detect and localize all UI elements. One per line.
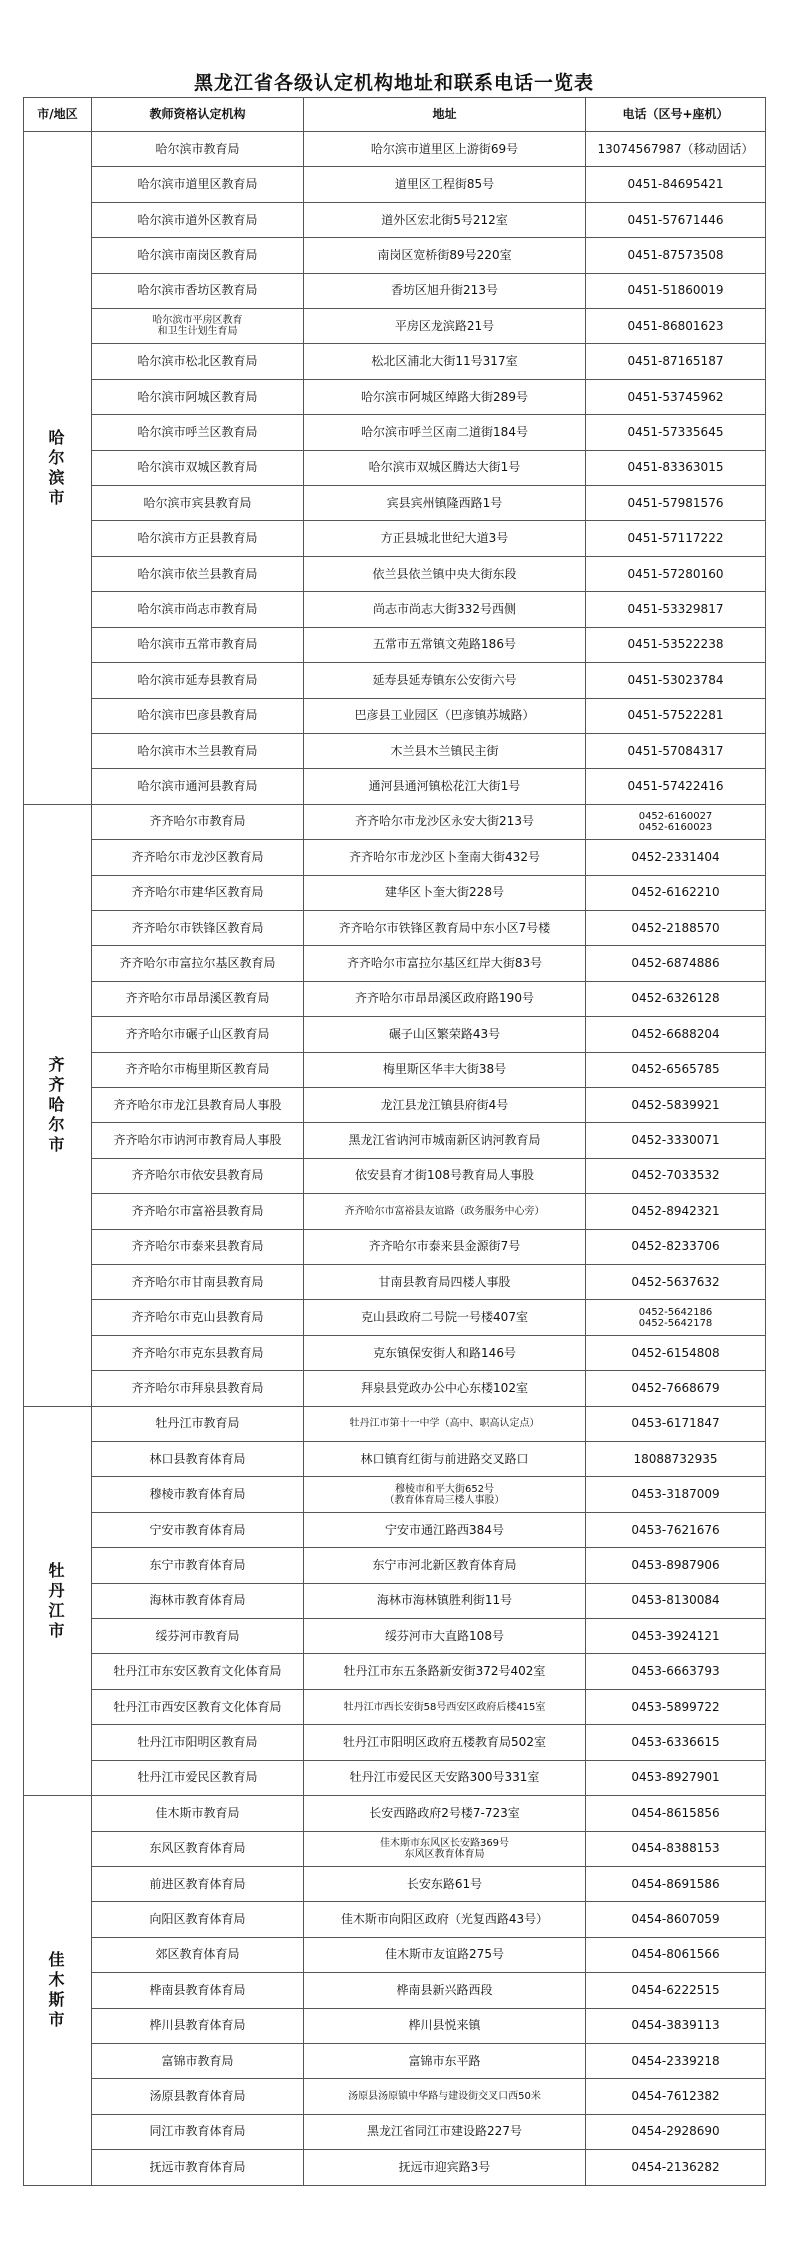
address-cell: 哈尔滨市道里区上游街69号	[304, 132, 586, 167]
table-row	[24, 1017, 766, 1052]
institution-cell: 哈尔滨市尚志市教育局	[92, 592, 304, 627]
phone-cell: 0451-57422416	[586, 769, 766, 804]
address-cell: 克东镇保安街人和路146号	[304, 1335, 586, 1370]
address-cell: 南岗区宽桥街89号220室	[304, 238, 586, 273]
institution-cell: 哈尔滨市木兰县教育局	[92, 733, 304, 768]
institution-cell: 齐齐哈尔市铁锋区教育局	[92, 910, 304, 945]
city-label: 牡丹江市	[48, 1560, 67, 1640]
phone-cell: 0453-8927901	[586, 1760, 766, 1795]
institution-cell: 哈尔滨市延寿县教育局	[92, 663, 304, 698]
table-row	[24, 238, 766, 273]
table-row	[24, 910, 766, 945]
table-row	[24, 1265, 766, 1300]
address-cell: 依兰县依兰镇中央大街东段	[304, 556, 586, 591]
table-row	[24, 450, 766, 485]
table-row	[24, 167, 766, 202]
institution-cell: 齐齐哈尔市拜泉县教育局	[92, 1371, 304, 1406]
phone-cell: 0453-5899722	[586, 1689, 766, 1724]
institution-cell: 齐齐哈尔市碾子山区教育局	[92, 1017, 304, 1052]
table-row	[24, 946, 766, 981]
table-row	[24, 804, 766, 839]
institution-cell: 齐齐哈尔市讷河市教育局人事股	[92, 1123, 304, 1158]
institution-cell: 富锦市教育局	[92, 2043, 304, 2078]
institution-cell: 同江市教育体育局	[92, 2114, 304, 2149]
address-cell: 平房区龙滨路21号	[304, 309, 586, 344]
table-row	[24, 1689, 766, 1724]
address-cell: 佳木斯市东风区长安路369号 东风区教育体育局	[304, 1831, 586, 1866]
table-row	[24, 1087, 766, 1122]
table-row	[24, 1158, 766, 1193]
phone-cell: 18088732935	[586, 1442, 766, 1477]
table-row	[24, 2008, 766, 2043]
institution-cell: 哈尔滨市通河县教育局	[92, 769, 304, 804]
phone-cell: 0452-2188570	[586, 910, 766, 945]
address-cell: 齐齐哈尔市龙沙区卜奎南大街432号	[304, 840, 586, 875]
table-row	[24, 1973, 766, 2008]
table-row	[24, 2114, 766, 2149]
table-row	[24, 556, 766, 591]
address-cell: 汤原县汤原镇中华路与建设街交叉口西50米	[304, 2079, 586, 2114]
phone-cell: 0454-7612382	[586, 2079, 766, 2114]
city-cell	[24, 804, 92, 1406]
table-row	[24, 1512, 766, 1547]
phone-cell: 0451-53023784	[586, 663, 766, 698]
address-cell: 建华区卜奎大街228号	[304, 875, 586, 910]
table-row	[24, 1406, 766, 1441]
address-cell: 通河县通河镇松花江大街1号	[304, 769, 586, 804]
table-row	[24, 1937, 766, 1972]
address-cell: 海林市海林镇胜利街11号	[304, 1583, 586, 1618]
phone-cell: 0453-7621676	[586, 1512, 766, 1547]
institution-cell: 齐齐哈尔市教育局	[92, 804, 304, 839]
address-cell: 黑龙江省讷河市城南新区讷河教育局	[304, 1123, 586, 1158]
institution-cell: 牡丹江市东安区教育文化体育局	[92, 1654, 304, 1689]
institution-cell: 齐齐哈尔市依安县教育局	[92, 1158, 304, 1193]
table-row	[24, 1371, 766, 1406]
table-row	[24, 1760, 766, 1795]
address-cell: 甘南县教育局四楼人事股	[304, 1265, 586, 1300]
phone-cell: 0453-8130084	[586, 1583, 766, 1618]
address-cell: 长安东路61号	[304, 1866, 586, 1901]
phone-cell: 0453-6336615	[586, 1725, 766, 1760]
phone-cell: 0452-6160027 0452-6160023	[586, 804, 766, 839]
address-cell: 五常市五常镇文苑路186号	[304, 627, 586, 662]
phone-cell: 0451-57335645	[586, 415, 766, 450]
address-cell: 齐齐哈尔市泰来县金源街7号	[304, 1229, 586, 1264]
institution-cell: 齐齐哈尔市泰来县教育局	[92, 1229, 304, 1264]
address-cell: 依安县育才街108号教育局人事股	[304, 1158, 586, 1193]
address-cell: 牡丹江市阳明区政府五楼教育局502室	[304, 1725, 586, 1760]
city-label: 齐齐哈尔市	[48, 1055, 67, 1155]
phone-cell: 0453-3187009	[586, 1477, 766, 1512]
institution-cell: 齐齐哈尔市克山县教育局	[92, 1300, 304, 1335]
table-row	[24, 521, 766, 556]
phone-cell: 0452-7668679	[586, 1371, 766, 1406]
table-row	[24, 132, 766, 167]
city-label: 佳木斯市	[48, 1950, 67, 2030]
institution-cell: 哈尔滨市五常市教育局	[92, 627, 304, 662]
phone-cell: 0453-8987906	[586, 1548, 766, 1583]
table-row	[24, 344, 766, 379]
phone-cell: 0454-2136282	[586, 2150, 766, 2185]
institution-cell: 牡丹江市阳明区教育局	[92, 1725, 304, 1760]
address-cell: 富锦市东平路	[304, 2043, 586, 2078]
phone-cell: 0454-8607059	[586, 1902, 766, 1937]
table-row	[24, 273, 766, 308]
address-cell: 齐齐哈尔市龙沙区永安大街213号	[304, 804, 586, 839]
address-cell: 牡丹江市爱民区天安路300号331室	[304, 1760, 586, 1795]
table-row	[24, 1477, 766, 1512]
phone-cell: 0452-3330071	[586, 1123, 766, 1158]
table-row	[24, 981, 766, 1016]
address-cell: 齐齐哈尔市昂昂溪区政府路190号	[304, 981, 586, 1016]
address-cell: 克山县政府二号院一号楼407室	[304, 1300, 586, 1335]
phone-cell: 0454-8691586	[586, 1866, 766, 1901]
phone-cell: 0451-57280160	[586, 556, 766, 591]
phone-cell: 0452-6326128	[586, 981, 766, 1016]
address-cell: 林口镇育红街与前进路交叉路口	[304, 1442, 586, 1477]
address-cell: 道外区宏北街5号212室	[304, 202, 586, 237]
city-label: 哈尔滨市	[48, 427, 67, 507]
phone-cell: 0452-6565785	[586, 1052, 766, 1087]
institution-cell: 抚远市教育体育局	[92, 2150, 304, 2185]
institution-cell: 齐齐哈尔市富裕县教育局	[92, 1194, 304, 1229]
institution-cell: 桦南县教育体育局	[92, 1973, 304, 2008]
address-cell: 松北区浦北大街11号317室	[304, 344, 586, 379]
phone-cell: 0453-6171847	[586, 1406, 766, 1441]
table-row	[24, 1725, 766, 1760]
table-row	[24, 1583, 766, 1618]
table-row	[24, 1866, 766, 1901]
table-row	[24, 486, 766, 521]
institution-cell: 哈尔滨市巴彦县教育局	[92, 698, 304, 733]
address-cell: 尚志市尚志大街332号西侧	[304, 592, 586, 627]
phone-cell: 0451-84695421	[586, 167, 766, 202]
institution-cell: 牡丹江市教育局	[92, 1406, 304, 1441]
address-cell: 佳木斯市向阳区政府（光复西路43号）	[304, 1902, 586, 1937]
address-cell: 齐齐哈尔市富裕县友谊路（政务服务中心旁）	[304, 1194, 586, 1229]
institution-table	[23, 97, 766, 2186]
institution-cell: 向阳区教育体育局	[92, 1902, 304, 1937]
phone-cell: 0452-6162210	[586, 875, 766, 910]
phone-cell: 0451-87573508	[586, 238, 766, 273]
phone-cell: 0451-57522281	[586, 698, 766, 733]
address-cell: 东宁市河北新区教育体育局	[304, 1548, 586, 1583]
address-cell: 抚远市迎宾路3号	[304, 2150, 586, 2185]
phone-cell: 0451-57671446	[586, 202, 766, 237]
phone-cell: 0453-3924121	[586, 1619, 766, 1654]
institution-cell: 齐齐哈尔市建华区教育局	[92, 875, 304, 910]
institution-cell: 哈尔滨市双城区教育局	[92, 450, 304, 485]
address-cell: 牡丹江市第十一中学（高中、职高认定点）	[304, 1406, 586, 1441]
phone-cell: 0454-8615856	[586, 1796, 766, 1831]
institution-cell: 哈尔滨市教育局	[92, 132, 304, 167]
table-row	[24, 875, 766, 910]
phone-cell: 0452-8942321	[586, 1194, 766, 1229]
address-cell: 哈尔滨市阿城区绰路大街289号	[304, 379, 586, 414]
table-row	[24, 1300, 766, 1335]
phone-cell: 0451-53745962	[586, 379, 766, 414]
address-cell: 桦川县悦来镇	[304, 2008, 586, 2043]
phone-cell: 0454-3839113	[586, 2008, 766, 2043]
institution-cell: 齐齐哈尔市甘南县教育局	[92, 1265, 304, 1300]
table-row	[24, 1123, 766, 1158]
table-row	[24, 733, 766, 768]
table-row	[24, 202, 766, 237]
address-cell: 牡丹江市东五条路新安街372号402室	[304, 1654, 586, 1689]
institution-cell: 齐齐哈尔市昂昂溪区教育局	[92, 981, 304, 1016]
institution-cell: 齐齐哈尔市克东县教育局	[92, 1335, 304, 1370]
phone-cell: 0452-5637632	[586, 1265, 766, 1300]
phone-cell: 0451-86801623	[586, 309, 766, 344]
phone-cell: 0454-6222515	[586, 1973, 766, 2008]
phone-cell: 0454-8061566	[586, 1937, 766, 1972]
table-row	[24, 592, 766, 627]
institution-cell: 牡丹江市爱民区教育局	[92, 1760, 304, 1795]
institution-cell: 桦川县教育体育局	[92, 2008, 304, 2043]
table-row	[24, 1902, 766, 1937]
address-cell: 黑龙江省同江市建设路227号	[304, 2114, 586, 2149]
table-row	[24, 1796, 766, 1831]
phone-cell: 13074567987（移动固话）	[586, 132, 766, 167]
table-row	[24, 379, 766, 414]
address-cell: 巴彦县工业园区（巴彦镇苏城路）	[304, 698, 586, 733]
institution-cell: 哈尔滨市依兰县教育局	[92, 556, 304, 591]
table-row	[24, 769, 766, 804]
table-row	[24, 2043, 766, 2078]
institution-cell: 东宁市教育体育局	[92, 1548, 304, 1583]
phone-cell: 0451-51860019	[586, 273, 766, 308]
table-row	[24, 1548, 766, 1583]
address-cell: 佳木斯市友谊路275号	[304, 1937, 586, 1972]
institution-cell: 齐齐哈尔市梅里斯区教育局	[92, 1052, 304, 1087]
institution-cell: 前进区教育体育局	[92, 1866, 304, 1901]
table-row	[24, 2079, 766, 2114]
table-row	[24, 1335, 766, 1370]
phone-cell: 0451-57084317	[586, 733, 766, 768]
table-row	[24, 1229, 766, 1264]
phone-cell: 0451-57117222	[586, 521, 766, 556]
phone-cell: 0451-57981576	[586, 486, 766, 521]
institution-cell: 绥芬河市教育局	[92, 1619, 304, 1654]
phone-cell: 0453-6663793	[586, 1654, 766, 1689]
table-body	[24, 132, 766, 2186]
institution-cell: 哈尔滨市香坊区教育局	[92, 273, 304, 308]
phone-cell: 0452-5839921	[586, 1087, 766, 1122]
institution-cell: 牡丹江市西安区教育文化体育局	[92, 1689, 304, 1724]
institution-cell: 宁安市教育体育局	[92, 1512, 304, 1547]
table-row	[24, 1654, 766, 1689]
address-cell: 哈尔滨市双城区腾达大街1号	[304, 450, 586, 485]
institution-cell: 齐齐哈尔市龙江县教育局人事股	[92, 1087, 304, 1122]
phone-cell: 0452-6154808	[586, 1335, 766, 1370]
table-row	[24, 309, 766, 344]
address-cell: 宁安市通江路西384号	[304, 1512, 586, 1547]
address-cell: 宾县宾州镇隆西路1号	[304, 486, 586, 521]
phone-cell: 0451-53522238	[586, 627, 766, 662]
address-cell: 梅里斯区华丰大街38号	[304, 1052, 586, 1087]
address-cell: 绥芬河市大直路108号	[304, 1619, 586, 1654]
table-row	[24, 1619, 766, 1654]
institution-cell: 海林市教育体育局	[92, 1583, 304, 1618]
institution-cell: 汤原县教育体育局	[92, 2079, 304, 2114]
institution-cell: 齐齐哈尔市龙沙区教育局	[92, 840, 304, 875]
address-cell: 碾子山区繁荣路43号	[304, 1017, 586, 1052]
phone-cell: 0452-6688204	[586, 1017, 766, 1052]
institution-cell: 哈尔滨市呼兰区教育局	[92, 415, 304, 450]
table-row	[24, 627, 766, 662]
institution-cell: 佳木斯市教育局	[92, 1796, 304, 1831]
phone-cell: 0454-2928690	[586, 2114, 766, 2149]
table-row	[24, 663, 766, 698]
address-cell: 延寿县延寿镇东公安街六号	[304, 663, 586, 698]
institution-cell: 哈尔滨市松北区教育局	[92, 344, 304, 379]
table-header-row	[24, 98, 766, 132]
institution-cell: 哈尔滨市宾县教育局	[92, 486, 304, 521]
institution-cell: 哈尔滨市南岗区教育局	[92, 238, 304, 273]
phone-cell: 0452-2331404	[586, 840, 766, 875]
table-row	[24, 1052, 766, 1087]
table-row	[24, 698, 766, 733]
header-institution: 教师资格认定机构	[92, 98, 304, 132]
city-cell	[24, 1796, 92, 2185]
phone-cell: 0452-8233706	[586, 1229, 766, 1264]
address-cell: 哈尔滨市呼兰区南二道街184号	[304, 415, 586, 450]
table-row	[24, 2150, 766, 2185]
phone-cell: 0451-83363015	[586, 450, 766, 485]
document-title: 黑龙江省各级认定机构地址和联系电话一览表	[193, 72, 594, 94]
address-cell: 牡丹江市西长安街58号西安区政府后楼415室	[304, 1689, 586, 1724]
header-address: 地址	[304, 98, 586, 132]
address-cell: 方正县城北世纪大道3号	[304, 521, 586, 556]
institution-cell: 齐齐哈尔市富拉尔基区教育局	[92, 946, 304, 981]
institution-cell: 穆棱市教育体育局	[92, 1477, 304, 1512]
header-phone: 电话（区号+座机）	[586, 98, 766, 132]
address-cell: 长安西路政府2号楼7-723室	[304, 1796, 586, 1831]
address-cell: 龙江县龙江镇县府街4号	[304, 1087, 586, 1122]
address-cell: 道里区工程街85号	[304, 167, 586, 202]
address-cell: 桦南县新兴路西段	[304, 1973, 586, 2008]
phone-cell: 0451-53329817	[586, 592, 766, 627]
phone-cell: 0454-8388153	[586, 1831, 766, 1866]
table-row	[24, 1194, 766, 1229]
address-cell: 香坊区旭升街213号	[304, 273, 586, 308]
address-cell: 木兰县木兰镇民主街	[304, 733, 586, 768]
institution-cell: 哈尔滨市方正县教育局	[92, 521, 304, 556]
phone-cell: 0452-6874886	[586, 946, 766, 981]
institution-cell: 郊区教育体育局	[92, 1937, 304, 1972]
institution-cell: 哈尔滨市道里区教育局	[92, 167, 304, 202]
address-cell: 齐齐哈尔市铁锋区教育局中东小区7号楼	[304, 910, 586, 945]
table-row	[24, 1831, 766, 1866]
address-cell: 穆棱市和平大街652号 （教育体育局三楼人事股）	[304, 1477, 586, 1512]
institution-cell: 哈尔滨市道外区教育局	[92, 202, 304, 237]
header-city: 市/地区	[24, 98, 92, 132]
institution-cell: 林口县教育体育局	[92, 1442, 304, 1477]
institution-cell: 哈尔滨市平房区教育 和卫生计划生育局	[92, 309, 304, 344]
institution-cell: 哈尔滨市阿城区教育局	[92, 379, 304, 414]
phone-cell: 0452-5642186 0452-5642178	[586, 1300, 766, 1335]
institution-cell: 东风区教育体育局	[92, 1831, 304, 1866]
table-row	[24, 1442, 766, 1477]
table-row	[24, 840, 766, 875]
city-cell	[24, 132, 92, 805]
address-cell: 拜泉县党政办公中心东楼102室	[304, 1371, 586, 1406]
city-cell	[24, 1406, 92, 1795]
phone-cell: 0452-7033532	[586, 1158, 766, 1193]
phone-cell: 0454-2339218	[586, 2043, 766, 2078]
phone-cell: 0451-87165187	[586, 344, 766, 379]
table-row	[24, 415, 766, 450]
address-cell: 齐齐哈尔市富拉尔基区红岸大街83号	[304, 946, 586, 981]
